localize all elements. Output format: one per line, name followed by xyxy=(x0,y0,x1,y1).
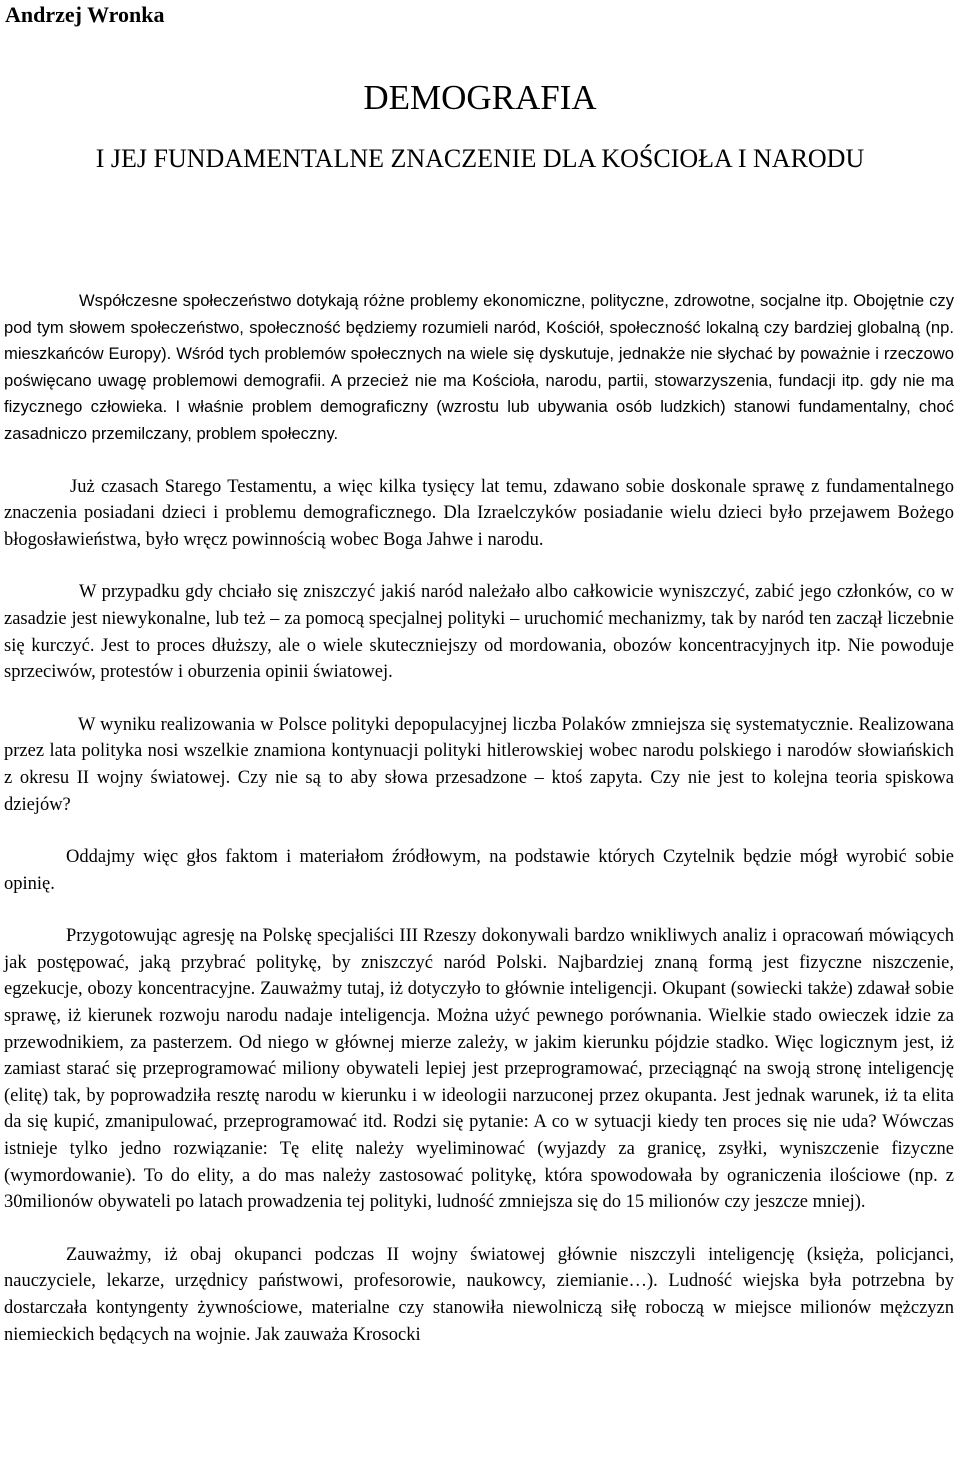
paragraph: W wyniku realizowania w Polsce polityki depopulacyjnej liczba Polaków zmniejsza się systematycznie. Realizowana przez lata polityka nosi wszelkie znamiona kontynuacji polityki hitlerowskiej wobec narodu polskiego i narodów słowiańskich z okresu II wojny światowej. Czy nie są to aby słowa przesadzone – ktoś zapyta. Czy nie jest to kolejna teoria spiskowa dziejów? xyxy=(4,714,954,815)
paragraph: W przypadku gdy chciało się zniszczyć jakiś naród należało albo całkowicie wyniszczyć, zabić jego członków, co w zasadzie jest niewykonalne, lub też – za pomocą specjalnej polityki – uruchomić mechanizmy, tak by naród ten zaczął liczebnie się kurczyć. Jest to proces dłuższy, ale o wiele skuteczniejszy od mordowania, obozów koncentracyjnych itp. Nie powoduje sprzeciwów, protestów i oburzenia opinii światowej. xyxy=(4,582,954,683)
paragraph: Oddajmy więc głos faktom i materiałom źródłowym, na podstawie których Czytelnik będzie mógł wyrobić sobie opinię. xyxy=(4,847,954,894)
document-title: DEMOGRAFIA xyxy=(363,78,597,117)
paragraph: Zauważmy, iż obaj okupanci podczas II wojny światowej głównie niszczyli inteligencję (księża, policjanci, nauczyciele, lekarze, urzędnicy państwowi, profesorowie, naukowcy, ziemianie…). Ludność wiejska była potrzebna by dostarczała kontyngenty żywnościowe, materialne czy stanowiła niewolniczą siłę roboczą w miejsce milionów mężczyzn niemieckich będących na wojnie. Jak zauważa Krosocki xyxy=(4,1244,954,1345)
document-subtitle: I JEJ FUNDAMENTALNE ZNACZENIE DLA KOŚCIOŁA I NARODU xyxy=(95,144,865,173)
paragraph: Przygotowując agresję na Polskę specjaliści III Rzeszy dokonywali bardzo wnikliwych analiz i opracowań mówiących jak postępować, jaką przybrać politykę, by zniszczyć naród Polski. Najbardziej znaną formą jest fizyczne niszczenie, egzekucje, obozy koncentracyjne. Zauważmy tutaj, iż dotyczyło to głównie inteligencji. Okupant (sowiecki także) zdawał sobie sprawę, iż kierunek rozwoju narodu nadaje inteligencja. Można użyć pewnego porównania. Wielkie stado owieczek idzie za przewodnikiem, za pasterzem. Od niego w głównej mierze zależy, w jakim kierunku pójdzie stadko. Więc logicznym jest, iż zamiast starać się przeprogramować miliony obywateli lepiej jest przeprogramować, przeciągnąć na swoją stronę inteligencję (elitę) tak, by poprowadziła resztę narodu w kierunku i w ideologii narzuconej przez okupanta. Jest jednak warunek, iż ta elita da się kupić, zmanipulować, przeprogramować itd. Rodzi się pytanie: A co w sytuacji kiedy ten proces się nie uda? Wówczas istnieje tylko jedno rozwiązanie: Tę elitę należy wyeliminować (wyjazdy za granicę, zsyłki, wyniszczenie fizyczne (wymordowanie). To do elity, a do mas należy zastosować politykę, która spowodowała by ograniczenia ilościowe (np. z 30milionów obywateli po latach prowadzenia tej polityki, ludność zmniejsza się do 15 milionów czy jeszcze mniej). xyxy=(4,926,954,1213)
document-body xyxy=(4,288,954,1348)
paragraph: Już czasach Starego Testamentu, a więc kilka tysięcy lat temu, zdawano sobie doskonale sprawę z fundamentalnego znaczenia posiadani dzieci i problemu demograficznego. Dla Izraelczyków posiadanie wielu dzieci było przejawem Bożego błogosławieństwa, było wręcz powinnością wobec Boga Jahwe i narodu. xyxy=(4,476,954,550)
author-name: Andrzej Wronka xyxy=(5,2,165,27)
paragraph: Współczesne społeczeństwo dotykają różne problemy ekonomiczne, polityczne, zdrowotne, socjalne itp. Obojętnie czy pod tym słowem społeczeństwo, społeczność będziemy rozumieli naród, Kościół, społeczność lokalną czy bardziej globalną (np. mieszkańców Europy). Wśród tych problemów społecznych na wiele się dyskutuje, jednakże nie słychać by poważnie i rzeczowo poświęcano uwagę problemowi demografii. A przecież nie ma Kościoła, narodu, partii, stowarzyszenia, fundacji itp. gdy nie ma fizycznego człowieka. I właśnie problem demograficzny (wzrostu lub ubywania osób ludzkich) stanowi fundamentalny, choć zasadniczo przemilczany, problem społeczny. xyxy=(4,291,954,443)
